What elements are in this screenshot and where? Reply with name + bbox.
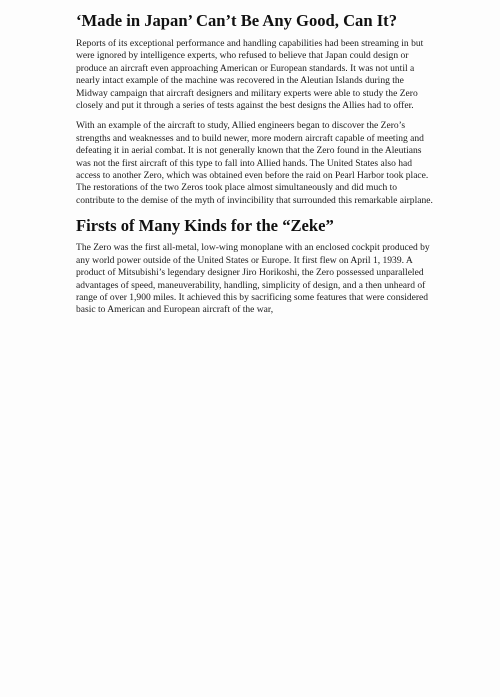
section-heading: ‘Made in Japan’ Can’t Be Any Good, Can It?	[76, 11, 398, 30]
body-paragraph: With an example of the aircraft to study, Allied engineers began to discover the Zero’s strengths and weaknesses and to build newer, more modern aircraft capable of meeting and defeating it in aerial combat. It is not generally known that the Zero found in the Aleutians was not the first aircraft of this type to fall into Allied hands. The United States also had access to another Zero, which was obtained even before the raid on Pearl Harbor took place. The restorations of the two Zeros took place almost simultaneously and did much to contribute to the demise of the myth of invincibility that surrounded this remarkable airplane.	[76, 120, 433, 206]
article-body	[76, 10, 436, 317]
section-made-in-japan	[76, 10, 436, 207]
body-paragraph: The Zero was the first all-metal, low-wing monoplane with an enclosed cockpit produced by any world power outside of the United States or Europe. It first flew on April 1, 1939. A product of Mitsubishi’s legendary designer Jiro Horikoshi, the Zero possessed unparalleled advantages of speed, maneuverability, handling, simplicity of design, and a then unheard of range of over 1,900 miles. It achieved this by sacrificing some features that were considered basic to American and European aircraft of the war,	[76, 242, 430, 316]
section-firsts-zeke	[76, 215, 436, 316]
section-heading: Firsts of Many Kinds for the “Zeke”	[76, 216, 334, 236]
body-paragraph: Reports of its exceptional performance and handling capabilities had been streaming in but were ignored by intelligence experts, who refused to believe that Japan could design or produce an aircraft even approaching American or European standards. It was not until a nearly intact example of the machine was recovered in the Aleutian Islands during the Midway campaign that aircraft designers and military experts were able to study the Zero closely and put it through a series of tests against the best designs the Allies had to offer.	[76, 38, 424, 112]
